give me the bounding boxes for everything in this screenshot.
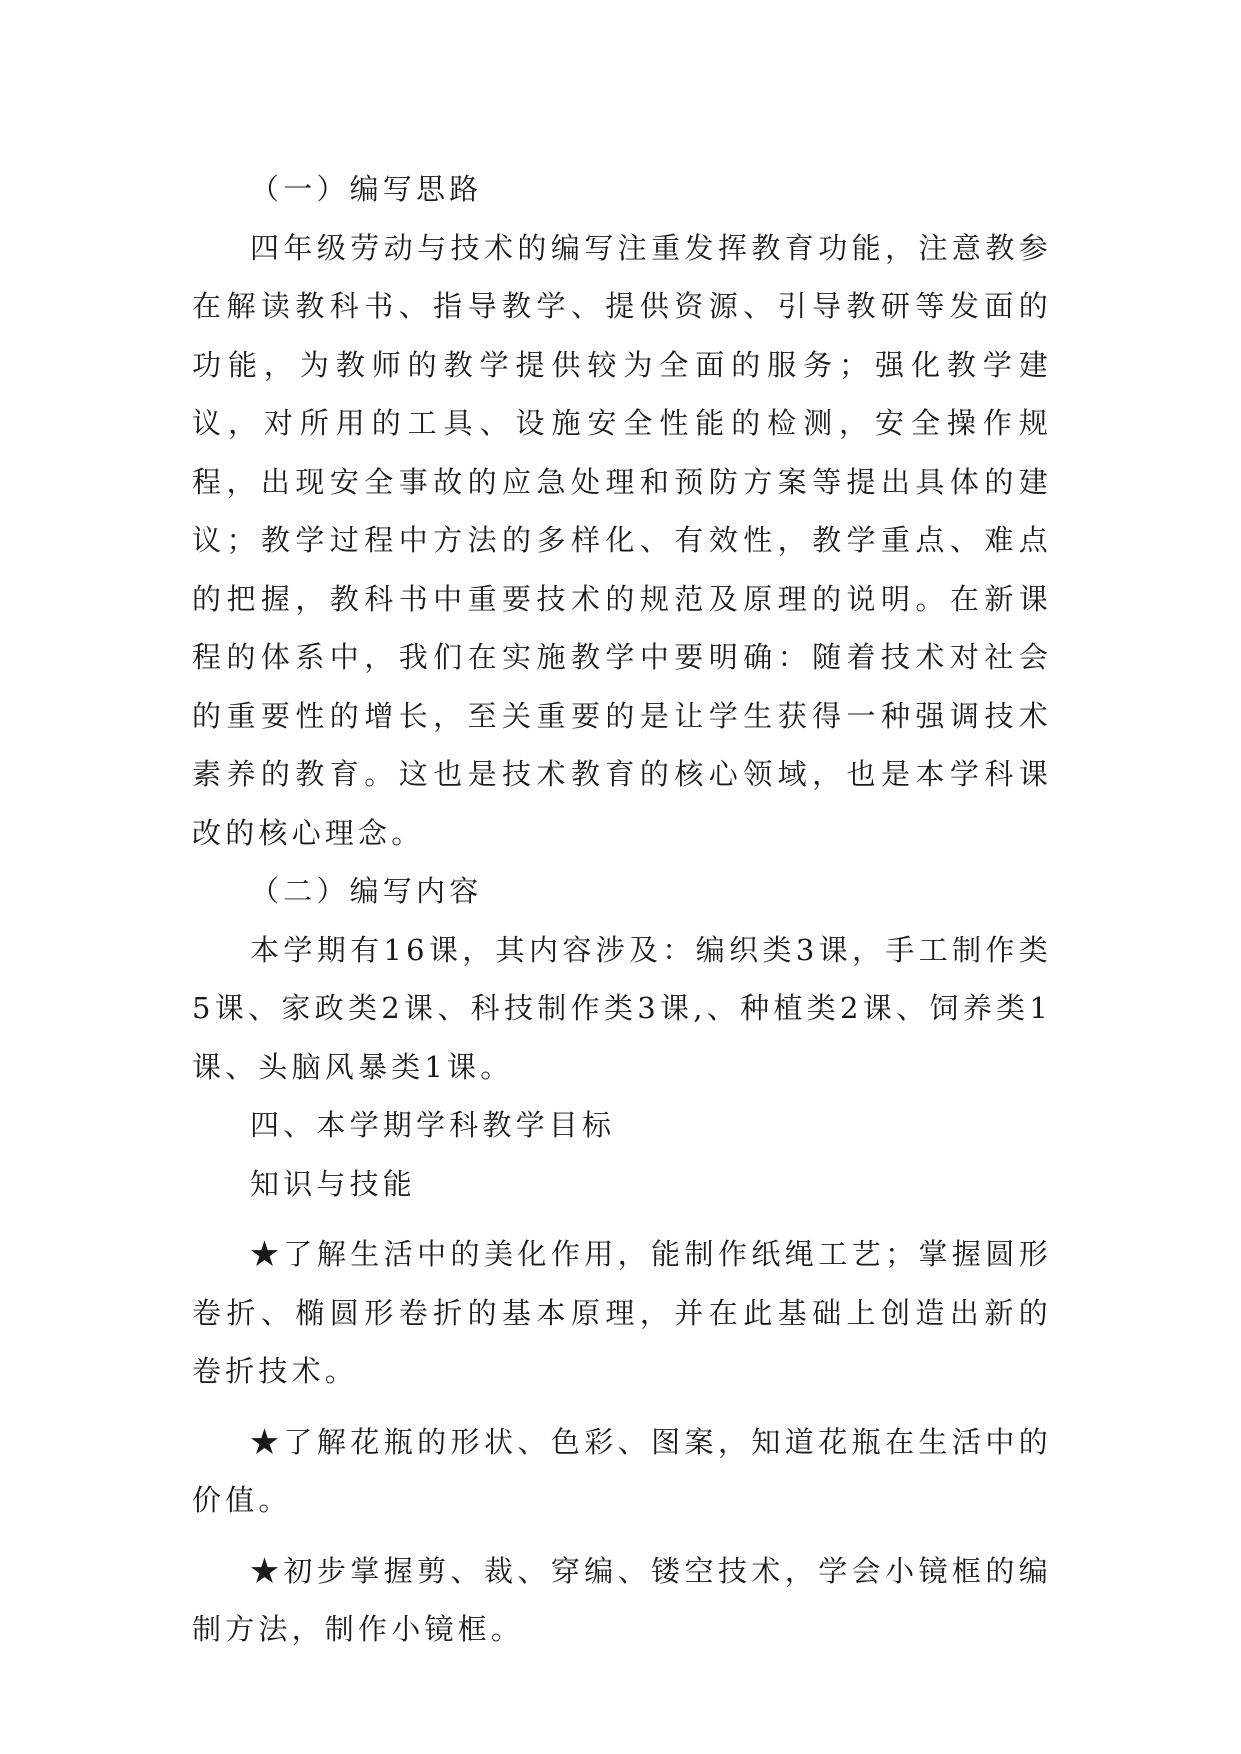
paragraph-writing-approach: 四年级劳动与技术的编写注重发挥教育功能，注意教参在解读教科书、指导教学、提供资源、引导教研等发面的功能，为教师的教学提供较为全面的服务；强化教学建议，对所用的工具、设施安全性能的检测，安全操作规程，出现安全事故的应急处理和预防方案等提出具体的建议；教学过程中方法的多样化、有效性，教学重点、难点的把握，教科书中重要技术的规范及原理的说明。在新课程的体系中，我们在实施教学中要明确：随着技术对社会的重要性的增长，至关重要的是让学生获得一种强调技术素养的教育。这也是技术教育的核心领域，也是本学科课改的核心理念。 [192,230,1052,850]
section-heading-writing-content: （二）编写内容 [250,874,483,908]
section-heading-teaching-goals: 四、本学期学科教学目标 [250,1108,616,1142]
document-body [192,160,1052,1659]
paragraph-writing-content: 本学期有16课，其内容涉及：编织类3课，手工制作类5课、家政类2课、科技制作类3课,、种植类2课、饲养类1课、头脑风暴类1课。 [192,932,1052,1084]
goal-item-vase: ★了解花瓶的形状、色彩、图案，知道花瓶在生活中的价值。 [192,1424,1052,1517]
goal-item-mirror-frame: ★初步掌握剪、裁、穿编、镂空技术，学会小镜框的编制方法，制作小镜框。 [192,1553,1052,1646]
section-heading-writing-approach: （一）编写思路 [250,172,483,206]
goal-item-paper-rope: ★了解生活中的美化作用，能制作纸绳工艺；掌握圆形卷折、椭圆形卷折的基本原理，并在此基础上创造出新的卷折技术。 [192,1237,1052,1388]
subheading-knowledge-skills: 知识与技能 [250,1166,417,1201]
